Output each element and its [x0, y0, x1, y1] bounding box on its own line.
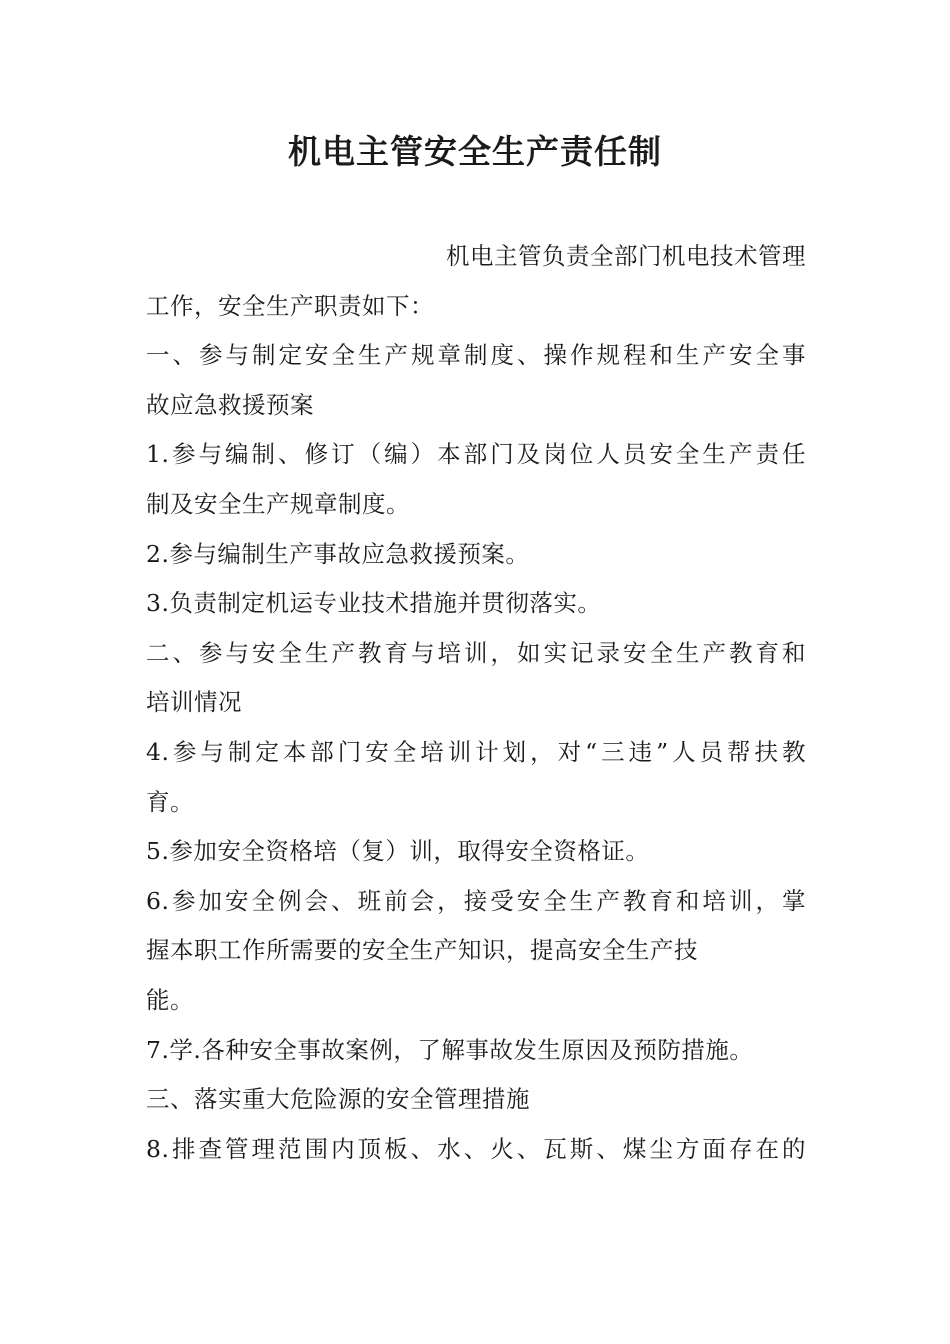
list-item-line: 4.参与制定本部门安全培训计划，对“三违”人员帮扶教	[146, 737, 806, 766]
list-item-line: 能。	[146, 985, 194, 1014]
list-item-line: 2.参与编制生产事故应急救援预案。	[146, 539, 530, 568]
list-item-line: 育。	[146, 787, 194, 816]
document-body	[146, 232, 806, 1174]
list-item-line: 3.负责制定机运专业技术措施并贯彻落实。	[146, 589, 602, 618]
section-heading-line: 一、参与制定安全生产规章制度、操作规程和生产安全事	[146, 341, 806, 370]
section-heading-line: 培训情况	[146, 688, 242, 717]
list-item-line: 7.学.各种安全事故案例，了解事故发生原因及预防措施。	[146, 1035, 754, 1064]
section-heading-line: 三、落实重大危险源的安全管理措施	[146, 1085, 530, 1114]
list-item-line: 6.参加安全例会、班前会，接受安全生产教育和培训，掌	[146, 886, 806, 915]
section-heading-line: 故应急救援预案	[146, 390, 314, 419]
paragraph-line: 工作，安全生产职责如下：	[146, 291, 434, 320]
paragraph-line: 机电主管负责全部门机电技术管理	[446, 242, 806, 270]
document-title: 机电主管安全生产责任制	[288, 132, 662, 171]
list-item-line: 5.参加安全资格培（复）训，取得安全资格证。	[146, 837, 650, 866]
list-item-line: 8.排查管理范围内顶板、水、火、瓦斯、煤尘方面存在的	[146, 1134, 806, 1163]
list-item-line: 1.参与编制、修订（编）本部门及岗位人员安全生产责任	[146, 440, 806, 469]
list-item-line: 制及安全生产规章制度。	[146, 489, 410, 518]
section-heading-line: 二、参与安全生产教育与培训，如实记录安全生产教育和	[146, 638, 806, 667]
list-item-line: 握本职工作所需要的安全生产知识，提高安全生产技	[146, 936, 698, 965]
